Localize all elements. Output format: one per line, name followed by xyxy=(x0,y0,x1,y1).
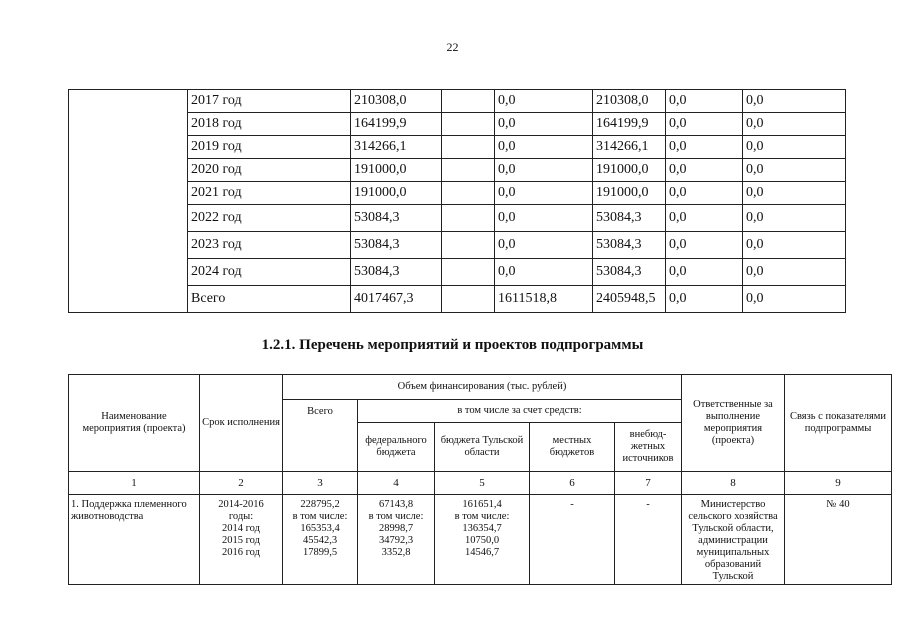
cell-line: 34792,3 xyxy=(378,535,414,546)
extra-cell: 0,0 xyxy=(743,159,846,182)
year-cell: 2021 год xyxy=(188,182,351,205)
extra-cell: 0,0 xyxy=(743,259,846,286)
empty-label-cell xyxy=(69,90,188,313)
blank-cell xyxy=(442,136,495,159)
extra-cell: 0,0 xyxy=(743,232,846,259)
total-cell: 53084,3 xyxy=(351,232,442,259)
header-name: Наименование мероприятия (проекта) xyxy=(69,375,200,472)
federal-cell: 0,0 xyxy=(495,259,593,286)
cell-line: 228795,2 xyxy=(300,499,340,510)
total-cell: 191000,0 xyxy=(351,182,442,205)
cell-line: 28998,7 xyxy=(378,523,414,534)
page-number: 22 xyxy=(446,40,459,54)
blank-cell xyxy=(442,90,495,113)
extra-cell: 0,0 xyxy=(743,136,846,159)
header-responsible: Ответственные за выполнение мероприятия (проекта) xyxy=(682,375,785,472)
federal-cell: 0,0 xyxy=(495,159,593,182)
federal-cell: 0,0 xyxy=(495,182,593,205)
blank-cell xyxy=(442,182,495,205)
column-number: 5 xyxy=(435,472,530,495)
total-cell: 191000,0 xyxy=(351,159,442,182)
activity-federal xyxy=(358,495,435,585)
blank-cell xyxy=(442,286,495,313)
header-link: Связь с показателями подпрограммы xyxy=(785,375,892,472)
cell-line: 161651,4 xyxy=(462,499,502,510)
total-cell: 164199,9 xyxy=(351,113,442,136)
column-number: 8 xyxy=(682,472,785,495)
local-cell: 0,0 xyxy=(666,286,743,313)
column-number: 6 xyxy=(530,472,615,495)
year-cell: 2018 год xyxy=(188,113,351,136)
year-cell: 2022 год xyxy=(188,205,351,232)
activity-name: 1. Поддержка племенного животноводства xyxy=(69,495,200,585)
activity-extra: - xyxy=(615,495,682,585)
year-cell: 2020 год xyxy=(188,159,351,182)
cell-line: в том числе: xyxy=(454,511,510,522)
regional-cell: 53084,3 xyxy=(593,232,666,259)
activity-total xyxy=(283,495,358,585)
extra-cell: 0,0 xyxy=(743,286,846,313)
total-cell: 53084,3 xyxy=(351,205,442,232)
year-cell: 2023 год xyxy=(188,232,351,259)
extra-cell: 0,0 xyxy=(743,113,846,136)
cell-line: 17899,5 xyxy=(302,547,338,558)
header-local: местных бюджетов xyxy=(530,423,615,472)
blank-cell xyxy=(442,205,495,232)
regional-cell: 2405948,5 xyxy=(593,286,666,313)
regional-cell: 314266,1 xyxy=(593,136,666,159)
activity-regional xyxy=(435,495,530,585)
cell-line: 45542,3 xyxy=(302,535,338,546)
cell-line: в том числе: xyxy=(368,511,424,522)
blank-cell xyxy=(442,159,495,182)
regional-cell: 210308,0 xyxy=(593,90,666,113)
regional-cell: 164199,9 xyxy=(593,113,666,136)
header-total: Всего xyxy=(283,400,358,472)
activity-local: - xyxy=(530,495,615,585)
activity-link: № 40 xyxy=(785,495,892,585)
extra-cell: 0,0 xyxy=(743,90,846,113)
funding-row xyxy=(69,90,846,113)
local-cell: 0,0 xyxy=(666,182,743,205)
column-number: 9 xyxy=(785,472,892,495)
header-extra: внебюд-жетных источников xyxy=(615,423,682,472)
cell-line: 136354,7 xyxy=(462,523,502,534)
local-cell: 0,0 xyxy=(666,136,743,159)
column-number: 1 xyxy=(69,472,200,495)
federal-cell: 0,0 xyxy=(495,136,593,159)
regional-cell: 191000,0 xyxy=(593,159,666,182)
federal-cell: 0,0 xyxy=(495,232,593,259)
blank-cell xyxy=(442,259,495,286)
activity-term xyxy=(200,495,283,585)
federal-cell: 0,0 xyxy=(495,113,593,136)
total-cell: 4017467,3 xyxy=(351,286,442,313)
cell-line: 10750,0 xyxy=(464,535,500,546)
funding-by-year-table xyxy=(68,89,846,313)
federal-cell: 0,0 xyxy=(495,90,593,113)
local-cell: 0,0 xyxy=(666,205,743,232)
year-cell: 2019 год xyxy=(188,136,351,159)
cell-line: 2016 год xyxy=(222,547,260,558)
local-cell: 0,0 xyxy=(666,113,743,136)
column-number: 7 xyxy=(615,472,682,495)
blank-cell xyxy=(442,113,495,136)
total-cell: 53084,3 xyxy=(351,259,442,286)
activities-table xyxy=(68,374,892,585)
cell-line: годы: xyxy=(228,511,254,522)
header-funding-group: Объем финансирования (тыс. рублей) xyxy=(283,375,682,400)
local-cell: 0,0 xyxy=(666,232,743,259)
year-cell: 2017 год xyxy=(188,90,351,113)
header-regional: бюджета Тульской области xyxy=(435,423,530,472)
year-cell: Всего xyxy=(188,286,351,313)
cell-line: 14546,7 xyxy=(464,547,500,558)
cell-line: в том числе: xyxy=(292,511,348,522)
extra-cell: 0,0 xyxy=(743,182,846,205)
year-cell: 2024 год xyxy=(188,259,351,286)
blank-cell xyxy=(442,232,495,259)
cell-line: 67143,8 xyxy=(378,499,414,510)
column-number: 2 xyxy=(200,472,283,495)
header-term: Срок исполнения xyxy=(200,375,283,472)
column-number: 3 xyxy=(283,472,358,495)
local-cell: 0,0 xyxy=(666,259,743,286)
local-cell: 0,0 xyxy=(666,90,743,113)
federal-cell: 0,0 xyxy=(495,205,593,232)
cell-line: 3352,8 xyxy=(381,547,411,558)
cell-line: 2014-2016 xyxy=(218,499,264,510)
local-cell: 0,0 xyxy=(666,159,743,182)
section-heading: 1.2.1. Перечень мероприятий и проектов подпрограммы xyxy=(261,337,644,353)
regional-cell: 53084,3 xyxy=(593,259,666,286)
total-cell: 210308,0 xyxy=(351,90,442,113)
regional-cell: 53084,3 xyxy=(593,205,666,232)
activity-responsible: Министерство сельского хозяйства Тульской области, администрации муниципальных образований Тульской xyxy=(682,495,785,585)
header-including: в том числе за счет средств: xyxy=(358,400,682,423)
extra-cell: 0,0 xyxy=(743,205,846,232)
cell-line: 2014 год xyxy=(222,523,260,534)
cell-line: 2015 год xyxy=(222,535,260,546)
total-cell: 314266,1 xyxy=(351,136,442,159)
cell-line: 165353,4 xyxy=(300,523,340,534)
header-federal: федерального бюджета xyxy=(358,423,435,472)
column-number: 4 xyxy=(358,472,435,495)
federal-cell: 1611518,8 xyxy=(495,286,593,313)
regional-cell: 191000,0 xyxy=(593,182,666,205)
